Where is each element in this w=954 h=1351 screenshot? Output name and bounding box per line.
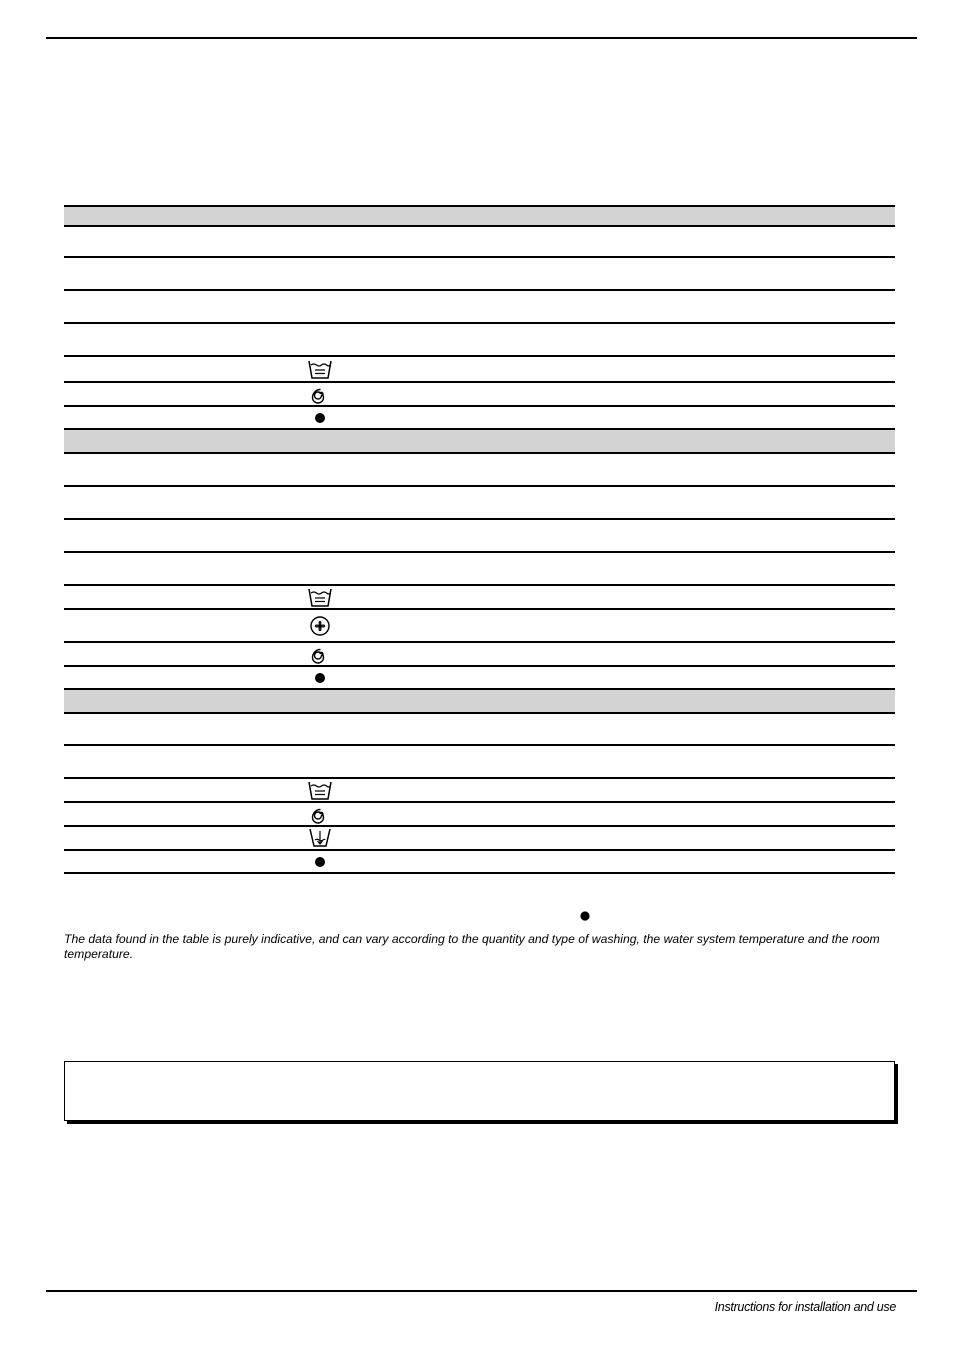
row-symbol: [308, 667, 332, 689]
row-symbol: [308, 407, 332, 429]
footer-text: Instructions for installation and use: [714, 1300, 896, 1314]
info-box: [64, 1061, 895, 1121]
table-row: [64, 643, 895, 667]
end-dot-icon: [308, 667, 332, 689]
table-row: [64, 746, 895, 779]
table-row: [64, 779, 895, 803]
row-symbol: [308, 586, 332, 608]
table-row: [64, 454, 895, 487]
row-symbol: [308, 803, 332, 825]
table-row: [64, 586, 895, 610]
table-row: [64, 357, 895, 383]
table-note: The data found in the table is purely indicative, and can vary according to the quantity and type of washing, the water system temperature and the room temperature.: [64, 932, 880, 961]
row-symbol: [308, 615, 332, 637]
table-row: [64, 487, 895, 520]
table-row: [64, 383, 895, 407]
wash-tub-icon: [308, 586, 332, 608]
row-symbol: [308, 851, 332, 873]
row-symbol: [308, 779, 332, 801]
table-row: [64, 714, 895, 746]
table-row: [64, 324, 895, 357]
row-symbol: [308, 383, 332, 405]
row-symbol: [308, 358, 332, 380]
row-symbol: [308, 643, 332, 665]
table-row: [64, 227, 895, 258]
fabric-softener-flower-icon: [308, 615, 332, 637]
program-table: [64, 205, 895, 874]
spin-spiral-icon: [308, 383, 332, 405]
table-row: [64, 667, 895, 690]
row-symbol: [308, 827, 332, 849]
section-header-row: [64, 690, 895, 714]
spin-spiral-icon: [308, 803, 332, 825]
table-row: [64, 291, 895, 324]
bottom-rule: [46, 1290, 917, 1292]
end-dot-icon: [579, 910, 591, 922]
wash-tub-icon: [308, 779, 332, 801]
spin-spiral-icon: [308, 643, 332, 665]
end-dot-icon: [308, 851, 332, 873]
table-row: [64, 851, 895, 874]
top-rule: [46, 37, 917, 39]
drain-tub-icon: [308, 827, 332, 849]
table-row: [64, 803, 895, 827]
table-row: [64, 407, 895, 430]
table-row: [64, 827, 895, 851]
table-row: [64, 258, 895, 291]
table-row: [64, 553, 895, 586]
table-row: [64, 520, 895, 553]
section-header-row: [64, 205, 895, 227]
end-dot-icon: [308, 407, 332, 429]
wash-tub-icon: [308, 358, 332, 380]
table-row: [64, 610, 895, 643]
section-header-row: [64, 430, 895, 454]
